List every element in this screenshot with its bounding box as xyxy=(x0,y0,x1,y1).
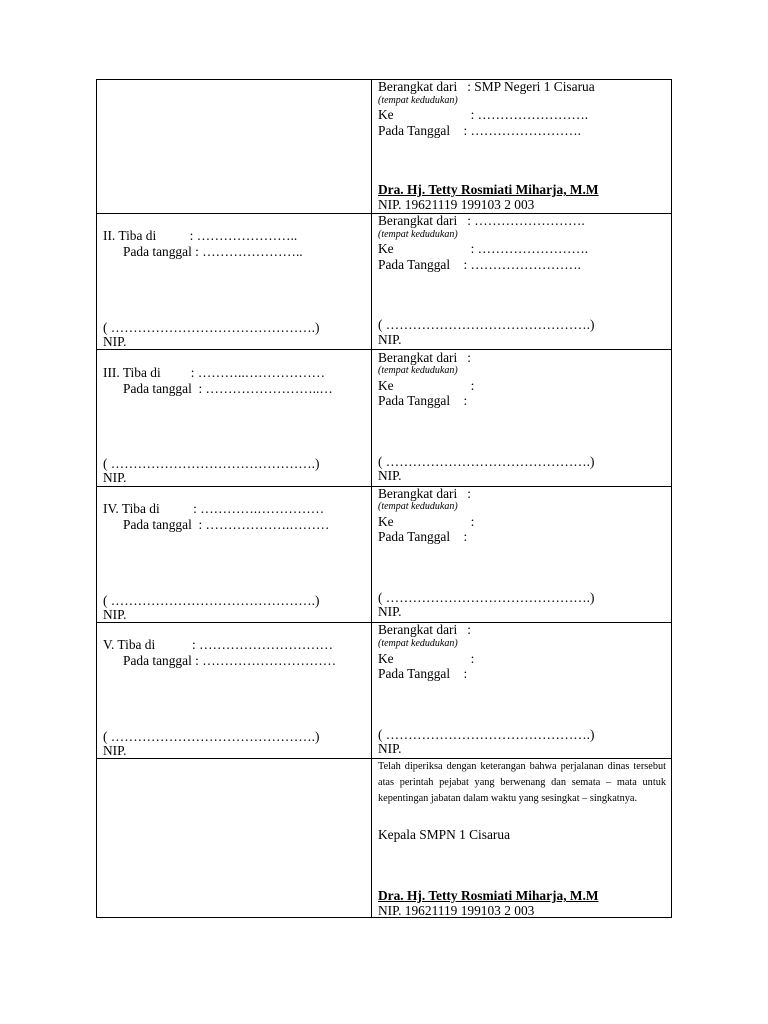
ke-field: Ke : xyxy=(378,651,475,666)
signature-line: ( ……………………………………….) xyxy=(103,729,320,744)
berangkat-dari: Berangkat dari : xyxy=(378,350,471,365)
signature-line: ( ……………………………………….) xyxy=(103,320,320,335)
nip-label: NIP. xyxy=(378,604,402,619)
verification-statement: Telah diperiksa dengan keterangan bahwa perjalanan dinas tersebut atas perintah pejabat yang berwenang dan semata – mata untuk kepentingan jabatan dalam waktu yang sesingkat – singkatnya. xyxy=(378,761,666,804)
signer-name: Dra. Hj. Tetty Rosmiati Miharja, M.M xyxy=(378,888,599,903)
nip-label: NIP. xyxy=(103,743,127,758)
pada-tanggal: Pada tanggal : ………………….. xyxy=(123,244,303,259)
signature-line: ( ……………………………………….) xyxy=(378,727,595,742)
tiba-di: II. Tiba di : ………………….. xyxy=(103,228,298,243)
tempat-kedudukan: (tempat kedudukan) xyxy=(378,95,458,106)
column-divider xyxy=(371,79,372,918)
pada-tanggal: Pada Tanggal : xyxy=(378,393,468,408)
signature-line: ( ……………………………………….) xyxy=(378,590,595,605)
kepala-title: Kepala SMPN 1 Cisarua xyxy=(378,827,511,842)
pada-tanggal: Pada tanggal : ……………….……… xyxy=(123,517,330,532)
nip-label: NIP. xyxy=(103,334,127,349)
pada-tanggal: Pada tanggal : ………………………… xyxy=(123,653,337,668)
tempat-kedudukan: (tempat kedudukan) xyxy=(378,229,458,240)
tiba-di: IV. Tiba di : ………….…………… xyxy=(103,501,325,516)
signer-name: Dra. Hj. Tetty Rosmiati Miharja, M.M xyxy=(378,182,599,197)
nip-label: NIP. xyxy=(103,607,127,622)
tempat-kedudukan: (tempat kedudukan) xyxy=(378,501,458,512)
pada-tanggal: Pada Tanggal : xyxy=(378,666,468,681)
tempat-kedudukan: (tempat kedudukan) xyxy=(378,638,458,649)
pada-tanggal: Pada Tanggal : xyxy=(378,529,468,544)
signature-line: ( ……………………………………….) xyxy=(103,593,320,608)
signature-line: ( ……………………………………….) xyxy=(103,456,320,471)
nip-label: NIP. xyxy=(378,468,402,483)
nip-label: NIP. xyxy=(378,332,402,347)
tiba-di: V. Tiba di : ………………………… xyxy=(103,637,334,652)
ke-field: Ke : ……………………. xyxy=(378,107,589,122)
pada-tanggal: Pada Tanggal : ……………………. xyxy=(378,123,582,138)
signature-line: ( ……………………………………….) xyxy=(378,454,595,469)
ke-field: Ke : xyxy=(378,514,475,529)
nip-label: NIP. xyxy=(378,741,402,756)
signer-nip: NIP. 19621119 199103 2 003 xyxy=(378,903,535,918)
ke-field: Ke : ……………………. xyxy=(378,241,589,256)
berangkat-dari: Berangkat dari : ……………………. xyxy=(378,213,585,228)
tempat-kedudukan: (tempat kedudukan) xyxy=(378,365,458,376)
berangkat-dari: Berangkat dari : xyxy=(378,486,471,501)
tiba-di: III. Tiba di : ………..……………… xyxy=(103,365,326,380)
nip-label: NIP. xyxy=(103,470,127,485)
ke-field: Ke : xyxy=(378,378,475,393)
berangkat-dari: Berangkat dari : SMP Negeri 1 Cisarua xyxy=(378,79,595,94)
pada-tanggal: Pada tanggal : ……………………..… xyxy=(123,381,333,396)
berangkat-dari: Berangkat dari : xyxy=(378,622,471,637)
signature-line: ( ……………………………………….) xyxy=(378,317,595,332)
signer-nip: NIP. 19621119 199103 2 003 xyxy=(378,197,535,212)
pada-tanggal: Pada Tanggal : ……………………. xyxy=(378,257,582,272)
